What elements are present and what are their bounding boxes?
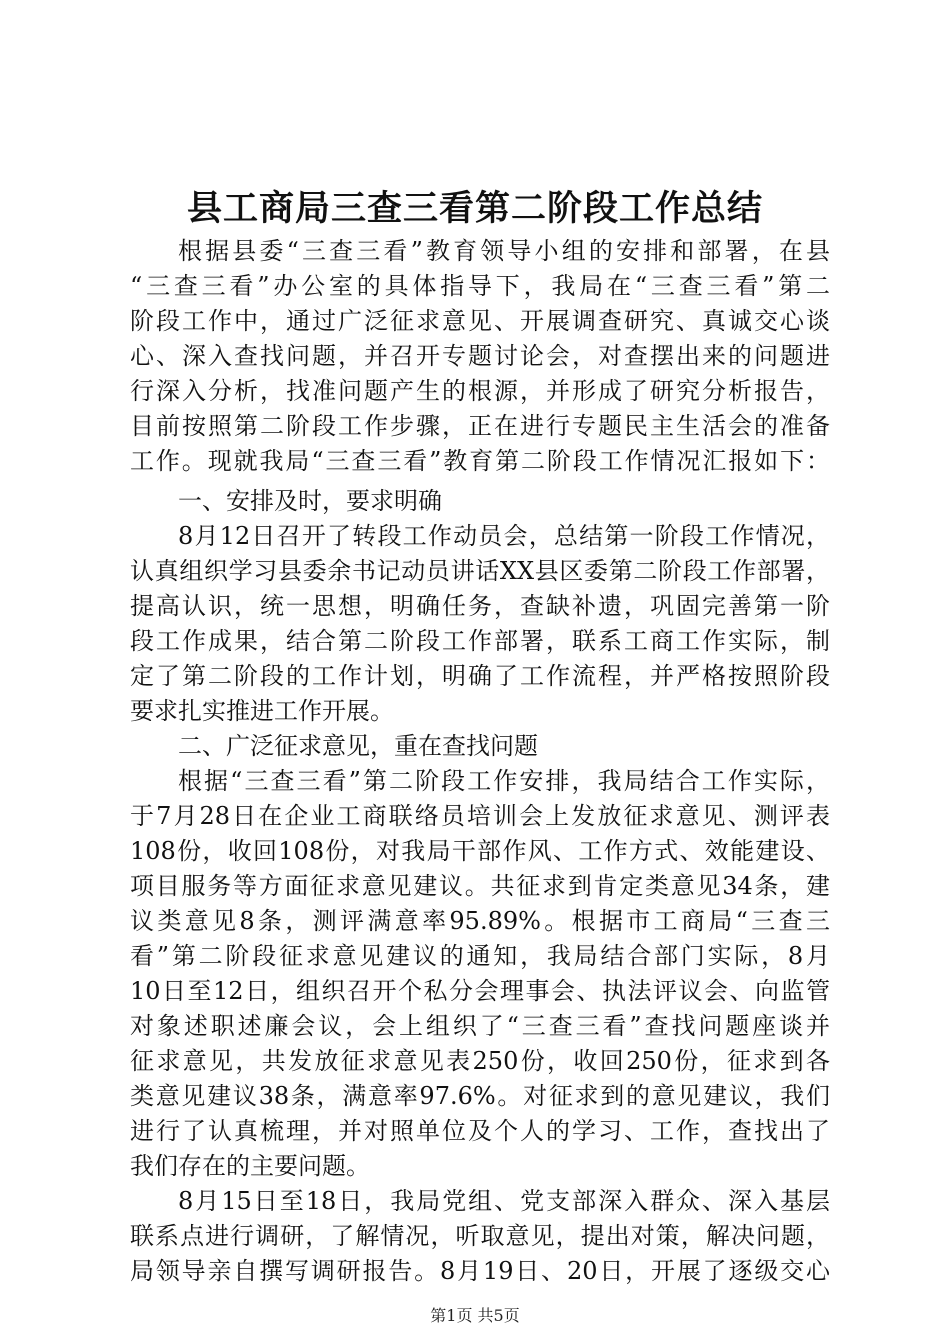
- body-line: 工作。现就我局“三查三看”教育第二阶段工作情况汇报如下：: [130, 447, 830, 475]
- body-line: 8月15日至18日，我局党组、党支部深入群众、深入基层: [178, 1187, 830, 1215]
- body-line: 征求意见，共发放征求意见表250份，收回250份，征求到各: [130, 1047, 830, 1075]
- section-heading: 二、广泛征求意见，重在查找问题: [178, 732, 538, 760]
- body-line: 定了第二阶段的工作计划，明确了工作流程，并严格按照阶段: [130, 662, 830, 690]
- page-number-footer: 第1页 共5页: [430, 1306, 520, 1325]
- section-heading: 一、安排及时，要求明确: [178, 487, 442, 515]
- body-line: 对象述职述廉会议，会上组织了“三查三看”查找问题座谈并: [130, 1012, 830, 1040]
- body-line: 看”第二阶段征求意见建议的通知，我局结合部门实际，8月: [130, 942, 830, 970]
- body-line: 于7月28日在企业工商联络员培训会上发放征求意见、测评表: [130, 802, 830, 830]
- body-line: 目前按照第二阶段工作步骤，正在进行专题民主生活会的准备: [130, 412, 830, 440]
- body-line: 阶段工作中，通过广泛征求意见、开展调查研究、真诚交心谈: [130, 307, 830, 335]
- body-line: 段工作成果，结合第二阶段工作部署，联系工商工作实际，制: [130, 627, 830, 655]
- body-line: 8月12日召开了转段工作动员会，总结第一阶段工作情况，: [178, 522, 830, 550]
- body-line: “三查三看”办公室的具体指导下，我局在“三查三看”第二: [130, 272, 830, 300]
- body-line: 根据“三查三看”第二阶段工作安排，我局结合工作实际，: [178, 767, 830, 795]
- body-line: 联系点进行调研，了解情况，听取意见，提出对策，解决问题，: [130, 1222, 830, 1250]
- body-line: 局领导亲自撰写调研报告。8月19日、20日，开展了逐级交心: [130, 1257, 830, 1285]
- body-line: 进行了认真梳理，并对照单位及个人的学习、工作，查找出了: [130, 1117, 830, 1145]
- body-line: 项目服务等方面征求意见建议。共征求到肯定类意见34条，建: [130, 872, 830, 900]
- body-line: 我们存在的主要问题。: [130, 1152, 370, 1180]
- body-line: 根据县委“三查三看”教育领导小组的安排和部署，在县: [178, 237, 830, 265]
- body-line: 要求扎实推进工作开展。: [130, 697, 394, 725]
- body-line: 认真组织学习县委余书记动员讲话XX县区委第二阶段工作部署，: [130, 557, 830, 585]
- body-line: 类意见建议38条，满意率97.6%。对征求到的意见建议，我们: [130, 1082, 830, 1110]
- body-line: 108份，收回108份，对我局干部作风、工作方式、效能建设、: [130, 837, 830, 865]
- body-line: 心、深入查找问题，并召开专题讨论会，对查摆出来的问题进: [130, 342, 830, 370]
- body-line: 提高认识，统一思想，明确任务，查缺补遗，巩固完善第一阶: [130, 592, 830, 620]
- body-line: 议类意见8条，测评满意率95.89%。根据市工商局“三查三: [130, 907, 830, 935]
- document-title: 县工商局三查三看第二阶段工作总结: [186, 188, 763, 229]
- body-line: 10日至12日，组织召开个私分会理事会、执法评议会、向监管: [130, 977, 830, 1005]
- body-line: 行深入分析，找准问题产生的根源，并形成了研究分析报告，: [130, 377, 830, 405]
